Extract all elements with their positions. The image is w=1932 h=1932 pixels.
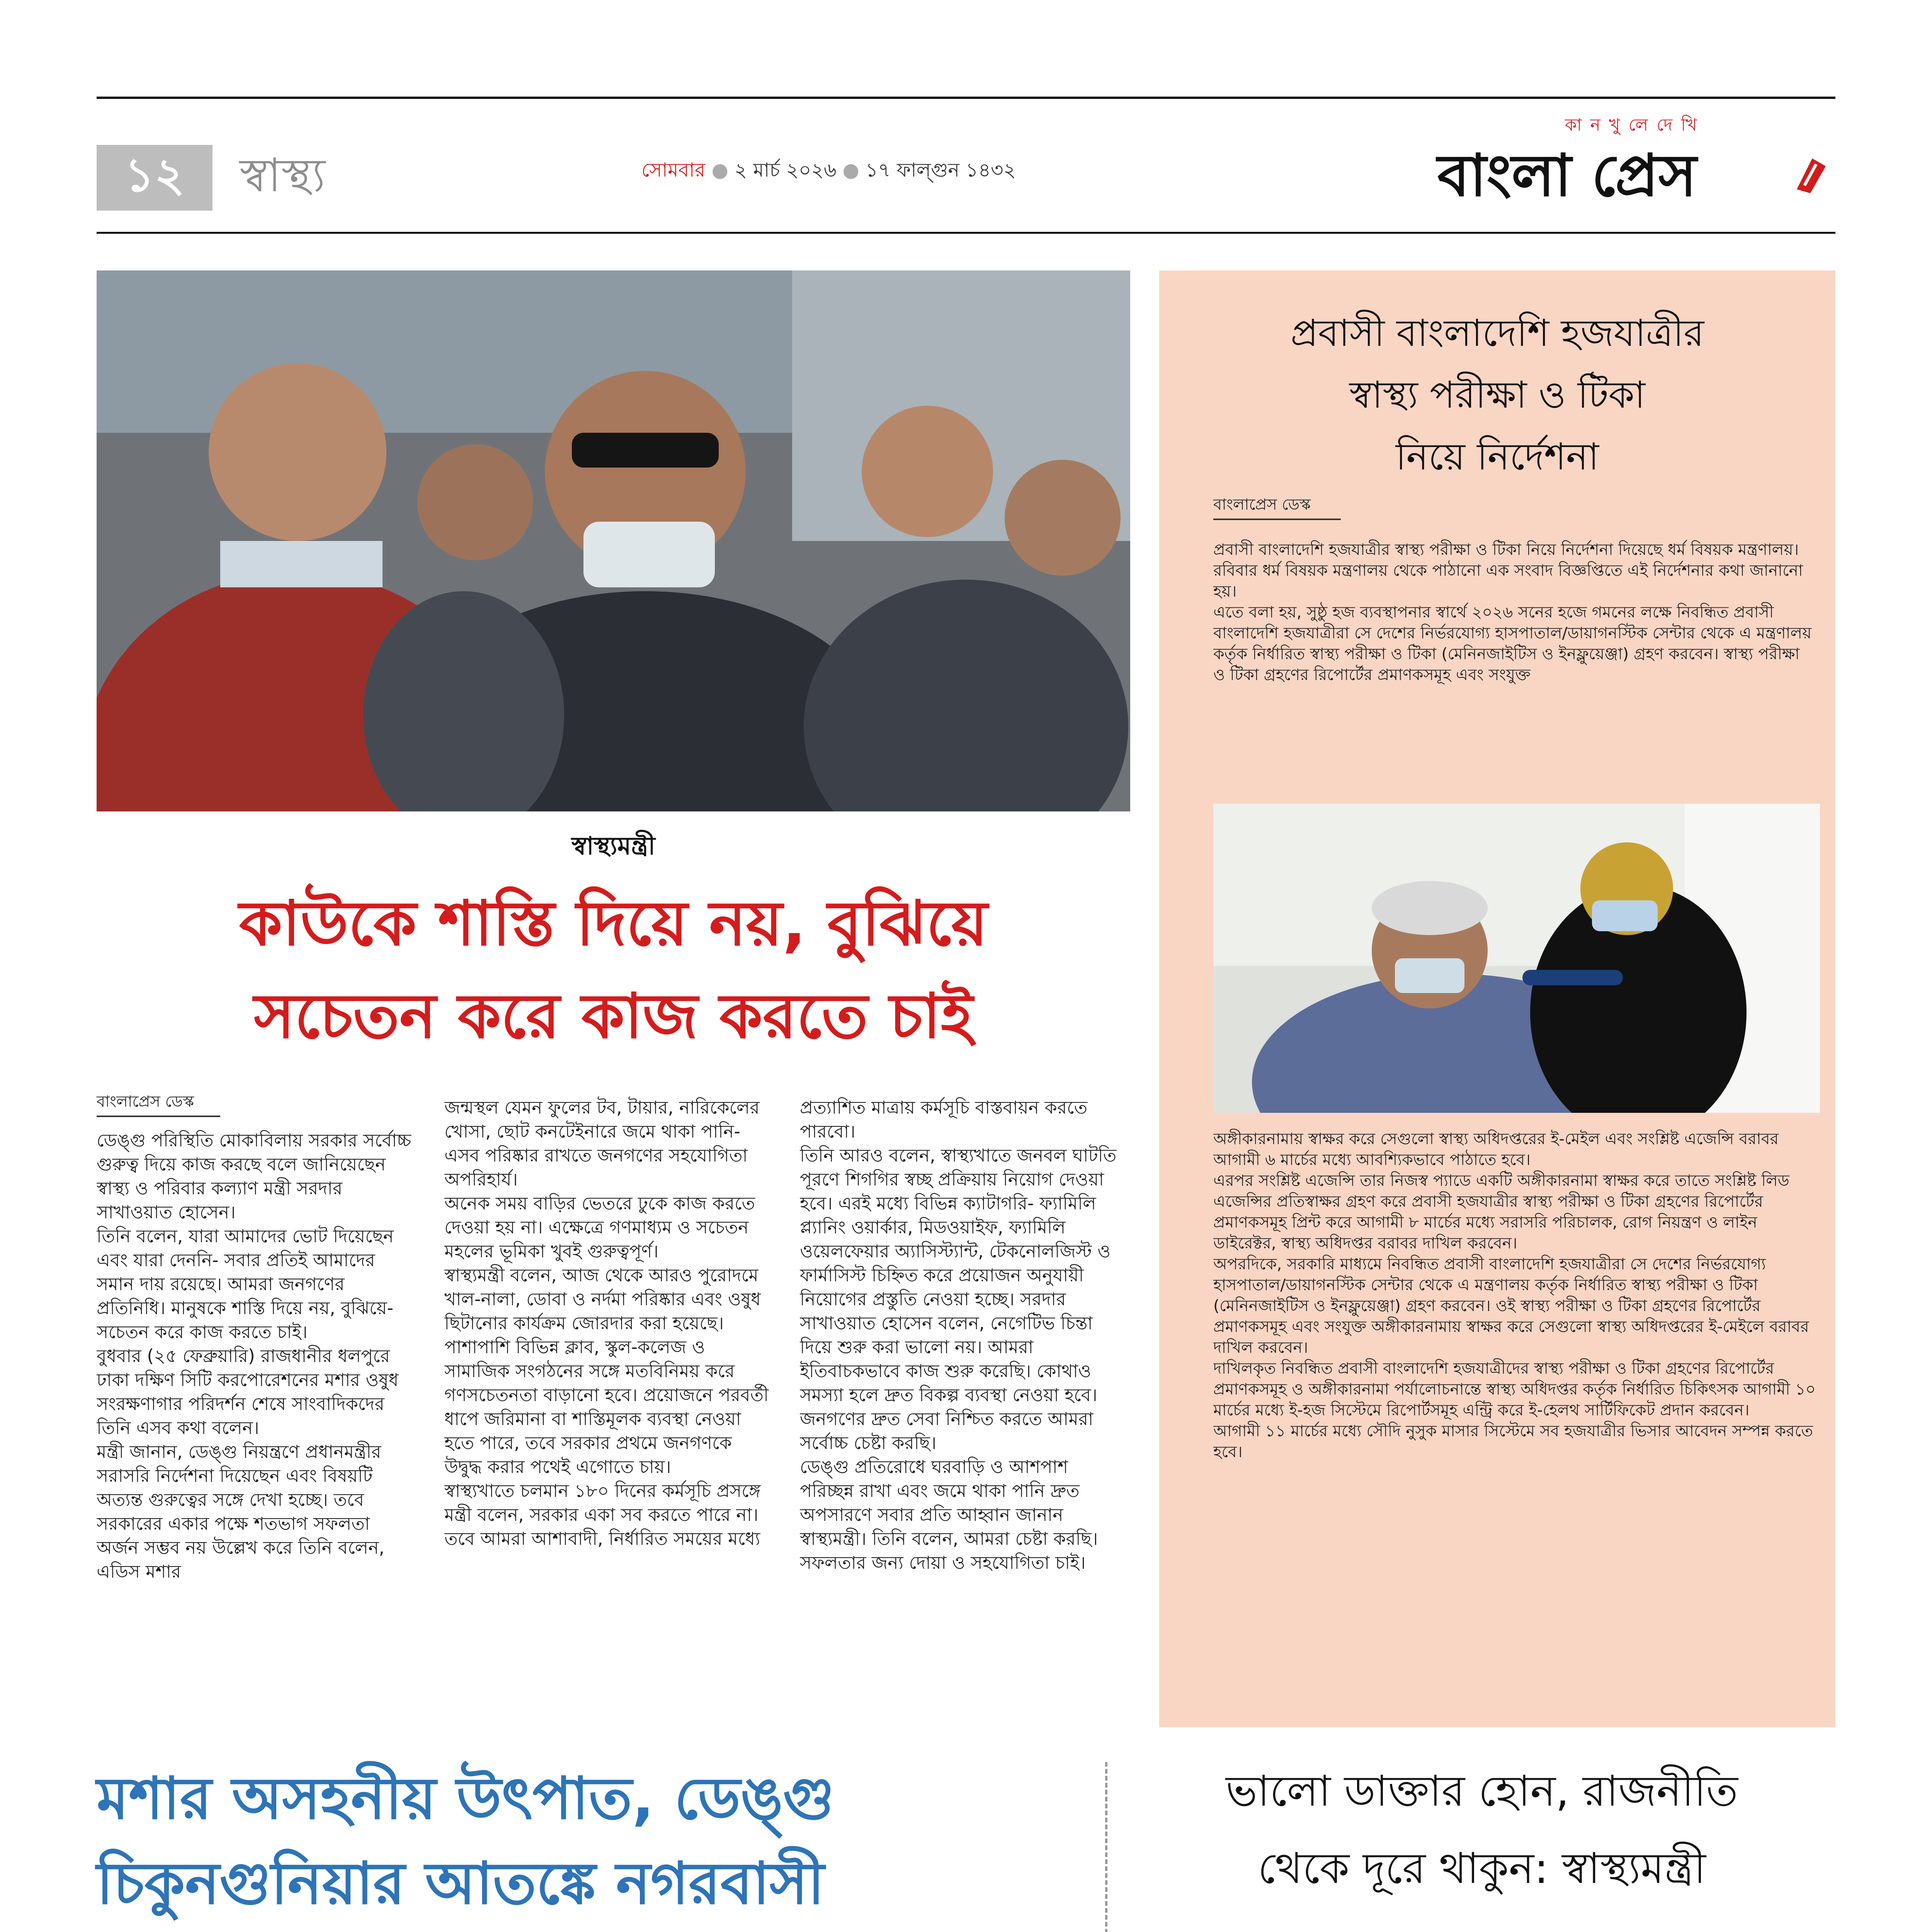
logo-press-icon: [1789, 155, 1832, 197]
hajj-headline-line3: নিয়ে নির্দেশনা: [1395, 435, 1599, 478]
doctor-headline-line1: ভালো ডাক্তার হোন, রাজনীতি: [1226, 1766, 1738, 1816]
dateline: [641, 156, 1016, 184]
page-number: ১২: [124, 147, 185, 202]
hajj-body-bottom: অঙ্গীকারনামায় স্বাক্ষর করে সেগুলো স্বাস্থ্য অধিদপ্তরের ই-মেইল এবং সংশ্লিষ্ট এজেন্সি বরাবর আগামী ৬ মার্চের মধ্যে আবশ্যিকভাবে পাঠাতে হবে। এরপর সংশ্লিষ্ট এজেন্সি তার নিজস্ব প্যাডে একটি অঙ্গীকারনামা স্বাক্ষর করে তাতে সংশ্লিষ্ট লিড এজেন্সির প্রতিস্বাক্ষর গ্রহণ করে প্রবাসী হজযাত্রীর স্বাস্থ্য পরীক্ষা ও টিকা গ্রহণের রিপোর্টের প্রমাণকসমূহ প্রিন্ট করে আগামী ৮ মার্চের মধ্যে সরাসরি পরিচালক, রোগ নিয়ন্ত্রণ ও লাইন ডাইরেক্টর, স্বাস্থ্য অধিদপ্তর বরাবর দাখিল করবেন। অপরদিকে, সরকারি মাধ্যমে নিবন্ধিত প্রবাসী বাংলাদেশি হজযাত্রীরা সে দেশের নির্ভরযোগ্য হাসপাতাল/ডায়াগনস্টিক সেন্টার থেকে এ মন্ত্রণালয় কর্তৃক নির্ধারিত স্বাস্থ্য পরীক্ষা ও টিকা (মেনিনজাইটিস ও ইনফ্লুয়েঞ্জা) গ্রহণ করবেন। ওই স্বাস্থ্য পরীক্ষা ও টিকা গ্রহণের রিপোর্টের প্রমাণকসমূহ এবং সংযুক্ত অঙ্গীকারনামায় স্বাক্ষর করে সেগুলো স্বাস্থ্য অধিদপ্তরের ই-মেইলে বরাবর দাখিল করবেন। দাখিলকৃত নিবন্ধিত প্রবাসী বাংলাদেশি হজযাত্রীদের স্বাস্থ্য পরীক্ষা ও টিকা গ্রহণের রিপোর্টের প্রমাণকসমূহ ও অঙ্গীকারনামা পর্যালোচনান্তে স্বাস্থ্য অধিদপ্তর কর্তৃক নির্ধারিত চিকিৎসক আগামী ১০ মার্চের মধ্যে ই-হজ সিস্টেমে রিপোর্টসমূহ এন্ট্রি করে ই-হেলথ সার্টিফিকেট প্রদান করবেন। আগামী ১১ মার্চের মধ্যে সৌদি নুসুক মাসার সিস্টেমে সব হজযাত্রীর ভিসার আবেদন সম্পন্ন করতে হবে।: [1213, 1129, 1816, 1461]
lead-photo: [97, 270, 1130, 811]
hajj-body-top: প্রবাসী বাংলাদেশি হজযাত্রীর স্বাস্থ্য পরীক্ষা ও টিকা নিয়ে নির্দেশনা দিয়েছে ধর্ম বিষয়ক মন্ত্রণালয়। রবিবার ধর্ম বিষয়ক মন্ত্রণালয় থেকে পাঠানো এক সংবাদ বিজ্ঞপ্তিতে এই নির্দেশনার কথা জানানো হয়। এতে বলা হয়, সুষ্ঠু হজ ব্যবস্থাপনার স্বার্থে ২০২৬ সনের হজে গমনের লক্ষে নিবন্ধিত প্রবাসী বাংলাদেশি হজযাত্রীরা সে দেশের নির্ভরযোগ্য হাসপাতাল/ডায়াগনস্টিক সেন্টার থেকে এ মন্ত্রণালয় কর্তৃক নির্ধারিত স্বাস্থ্য পরীক্ষা ও টিকা (মেনিনজাইটিস ও ইনফ্লুয়েঞ্জা) গ্রহণ করবেন। স্বাস্থ্য পরীক্ষা ও টিকা গ্রহণের রিপোর্টের প্রমাণকসমূহ এবং সংযুক্ত: [1213, 540, 1812, 684]
section-title: স্বাস্থ্য: [240, 149, 326, 202]
dateline-day: সোমবার: [641, 159, 706, 181]
lead-body-col3: প্রত্যাশিত মাত্রায় কর্মসূচি বাস্তবায়ন করতে পারবো। তিনি আরও বলেন, স্বাস্থ্যখাতে জনবল ঘাটতি পূরণে শিগগির স্বচ্ছ প্রক্রিয়ায় নিয়োগ দেওয়া হবে। এরই মধ্যে বিভিন্ন ক্যাটাগরি- ফ্যামিলি প্ল্যানিং ওয়ার্কার, মিডওয়াইফ, ফ্যামিলি ওয়েলফেয়ার অ্যাসিস্ট্যান্ট, টেকনোলজিস্ট ও ফার্মাসিস্ট চিহ্নিত করে প্রয়োজন অনুযায়ী নিয়োগের প্রস্তুতি নেওয়া হচ্ছে। সরদার সাখাওয়াত হোসেন বলেন, নেগেটিভ চিন্তা দিয়ে শুরু করা ভালো নয়। আমরা ইতিবাচকভাবে কাজ শুরু করেছি। কোথাও সমস্যা হলে দ্রুত বিকল্প ব্যবস্থা নেওয়া হবে। জনগণের দ্রুত সেবা নিশ্চিত করতে আমরা সর্বোচ্চ চেষ্টা করছি। ডেঙ্গু প্রতিরোধে ঘরবাড়ি ও আশপাশ পরিচ্ছন্ন রাখা এবং জমে থাকা পানি দ্রুত অপসারণে সবার প্রতি আহ্বান জানান স্বাস্থ্যমন্ত্রী। তিনি বলেন, আমরা চেষ্টা করছি। সফলতার জন্য দোয়া ও সহযোগিতা চাই।: [800, 1097, 1117, 1573]
lead-headline-line1: কাউকে শাস্তি দিয়ে নয়, বুঝিয়ে: [239, 887, 988, 959]
logo-tagline: কা ন খু লে দে খি: [1565, 115, 1699, 135]
mosquito-headline-line2: চিকুনগুনিয়ার আতঙ্কে নগরবাসী: [97, 1850, 825, 1917]
bullet-icon: ●: [842, 159, 860, 181]
bullet-icon: ●: [711, 159, 728, 181]
masthead-logo: [1437, 112, 1839, 224]
header-rule: [97, 232, 1835, 234]
page-number-badge: [97, 145, 213, 211]
hajj-photo-illustration: [1213, 804, 1820, 1113]
dateline-date: ২ মার্চ ২০২৬: [734, 159, 837, 181]
hajj-headline-line1: প্রবাসী বাংলাদেশি হজযাত্রীর: [1290, 311, 1704, 355]
mosquito-headline-line1: মশার অসহনীয় উৎপাত, ডেঙ্গু: [97, 1765, 835, 1832]
lead-body-col1: ডেঙ্গু পরিস্থিতি মোকাবিলায় সরকার সর্বোচ্চ গুরুত্ব দিয়ে কাজ করছে বলে জানিয়েছেন স্বাস্থ্য ও পরিবার কল্যাণ মন্ত্রী সরদার সাখাওয়াত হোসেন। তিনি বলেন, যারা আমাদের ভোট দিয়েছেন এবং যারা দেননি- সবার প্রতিই আমাদের সমান দায় রয়েছে। আমরা জনগণের প্রতিনিধি। মানুষকে শাস্তি দিয়ে নয়, বুঝিয়ে-সচেতন করে কাজ করতে চাই। বুধবার (২৫ ফেব্রুয়ারি) রাজধানীর ধলপুরে ঢাকা দক্ষিণ সিটি করপোরেশনের মশার ওষুধ সংরক্ষণাগার পরিদর্শন শেষে সাংবাদিকদের তিনি এসব কথা বলেন। মন্ত্রী জানান, ডেঙ্গু নিয়ন্ত্রণে প্রধানমন্ত্রীর সরাসরি নির্দেশনা দিয়েছেন এবং বিষয়টি অত্যন্ত গুরুত্বের সঙ্গে দেখা হচ্ছে। তবে সরকারের একার পক্ষে শতভাগ সফলতা অর্জন সম্ভব নয় উল্লেখ করে তিনি বলেন, এডিস মশার: [97, 1130, 412, 1582]
hajj-byline: বাংলাপ্রেস ডেস্ক: [1213, 495, 1341, 520]
dateline-bangla-date: ১৭ ফাল্গুন ১৪৩২: [865, 159, 1016, 181]
logo-name: বাংলা প্রেস: [1437, 142, 1697, 209]
lead-body-col2: জন্মস্থল যেমন ফুলের টব, টায়ার, নারিকেলের খোসা, ছোট কনটেইনারে জমে থাকা পানি- এসব পরিষ্কার রাখতে জনগণের সহযোগিতা অপরিহার্য। অনেক সময় বাড়ির ভেতরে ঢুকে কাজ করতে দেওয়া হয় না। এক্ষেত্রে গণমাধ্যম ও সচেতন মহলের ভূমিকা খুবই গুরুত্বপূর্ণ। স্বাস্থ্যমন্ত্রী বলেন, আজ থেকে আরও পুরোদমে খাল-নালা, ডোবা ও নর্দমা পরিষ্কার এবং ওষুধ ছিটানোর কার্যক্রম জোরদার করা হয়েছে। পাশাপাশি বিভিন্ন ক্লাব, স্কুল-কলেজ ও সামাজিক সংগঠনের সঙ্গে মতবিনিময় করে গণসচেতনতা বাড়ানো হবে। প্রয়োজনে পরবর্তী ধাপে জরিমানা বা শাস্তিমূলক ব্যবস্থা নেওয়া হতে পারে, তবে সরকার প্রথমে জনগণকে উদ্বুদ্ধ করার পথেই এগোতে চায়। স্বাস্থ্যখাতে চলমান ১৮০ দিনের কর্মসূচি প্রসঙ্গে মন্ত্রী বলেন, সরকার একা সব করতে পারে না। তবে আমরা আশাবাদী, নির্ধারিত সময়ের মধ্যে: [444, 1097, 769, 1549]
hajj-photo: [1213, 804, 1820, 1113]
doctor-headline-line2: থেকে দূরে থাকুন: স্বাস্থ্যমন্ত্রী: [1258, 1844, 1706, 1893]
column-divider: [1105, 1762, 1107, 1932]
top-rule: [97, 97, 1835, 99]
lead-kicker: স্বাস্থ্যমন্ত্রী: [571, 832, 655, 861]
hajj-headline-line2: স্বাস্থ্য পরীক্ষা ও টিকা: [1349, 373, 1645, 417]
lead-photo-illustration: [97, 270, 1130, 811]
lead-headline-line2: সচেতন করে কাজ করতে চাই: [254, 980, 973, 1052]
lead-byline: বাংলাপ্রেস ডেস্ক: [97, 1092, 220, 1117]
